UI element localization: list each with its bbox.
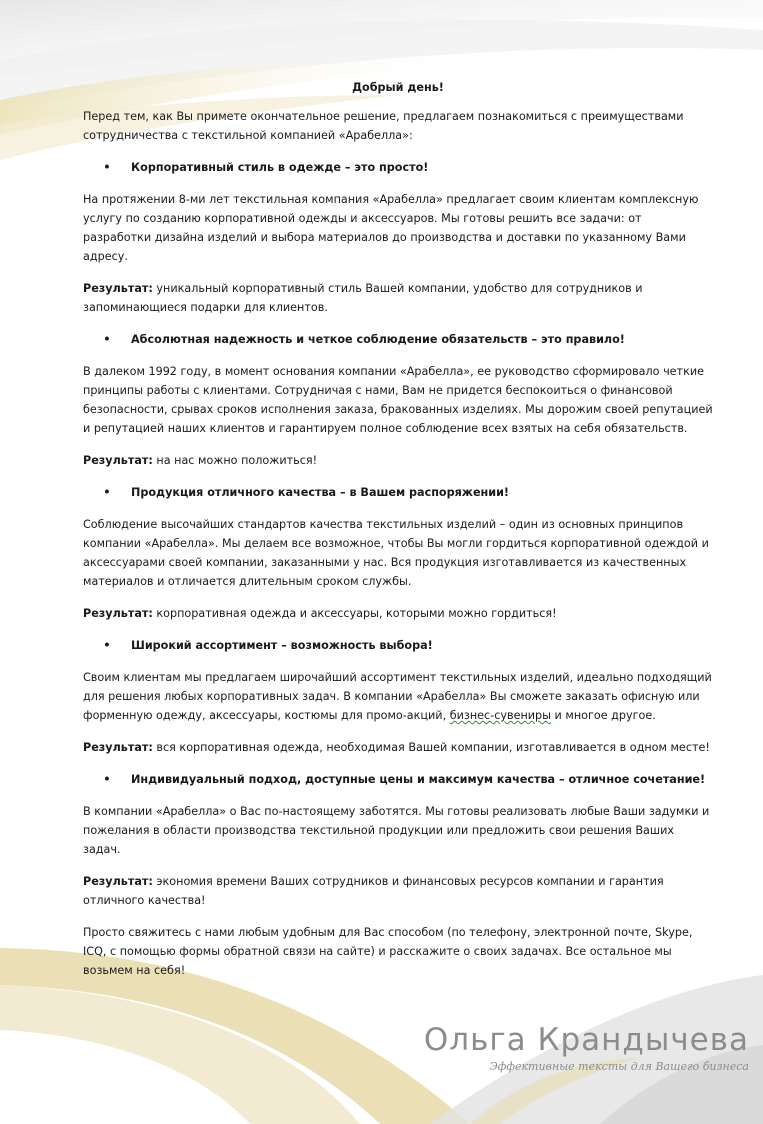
section-heading-text: Продукция отличного качества – в Вашем распоряжении!	[131, 486, 510, 499]
section-body	[83, 668, 713, 725]
bullet-glyph: •	[103, 773, 111, 786]
section-body: В далеком 1992 году, в момент основания компании «Арабелла», ее руководство сформировало четкие принципы работы с клиентами. Сотрудничая с нами, Вам не придется беспокоиться о финансовой безопасности, срывах сроков исполнения заказа, бракованных изделиях. Мы дорожим своей репутацией и репутацией наших клиентов и гарантируем полное соблюдение всех взятых на себя обязательств.	[83, 365, 713, 435]
bullet-glyph: •	[103, 486, 111, 499]
section-result	[83, 279, 713, 317]
bullet-glyph: •	[103, 161, 111, 174]
section-heading	[83, 158, 713, 177]
result-text: на нас можно положиться!	[156, 454, 318, 467]
section-result	[83, 604, 713, 623]
result-text: уникальный корпоративный стиль Вашей компании, удобство для сотрудников и запоминающиеся подарки для клиентов.	[83, 282, 643, 314]
section-heading-text: Индивидуальный подход, доступные цены и максимум качества – отличное сочетание!	[131, 773, 706, 786]
section-heading	[83, 636, 713, 655]
section-heading-text: Широкий ассортимент – возможность выбора!	[131, 639, 433, 652]
spellcheck-marked-word: бизнес-сувениры	[449, 709, 551, 722]
result-text: вся корпоративная одежда, необходимая Вашей компании, изготавливается в одном месте!	[156, 741, 710, 754]
section-result	[83, 872, 713, 910]
bullet-glyph: •	[103, 333, 111, 346]
greeting: Добрый день!	[352, 81, 444, 94]
section-heading-text: Корпоративный стиль в одежде – это просто!	[131, 161, 429, 174]
section-body: В компании «Арабелла» о Вас по-настоящему заботятся. Мы готовы реализовать любые Ваши задумки и пожелания в области производства текстильной продукции или предложить свои решения Ваших задач.	[83, 805, 710, 856]
section-heading-text: Абсолютная надежность и четкое соблюдение обязательств – это правило!	[131, 333, 625, 346]
letter-body	[83, 78, 713, 993]
result-text: экономия времени Ваших сотрудников и финансовых ресурсов компании и гарантия отличного качества!	[83, 875, 664, 907]
section-body: На протяжении 8-ми лет текстильная компания «Арабелла» предлагает своим клиентам комплексную услугу по созданию корпоративной одежды и аксессуаров. Мы готовы решить все задачи: от разработки дизайна изделий и выбора материалов до производства и доставки по указанному Вами адресу.	[83, 193, 699, 263]
result-label: Результат:	[83, 282, 153, 295]
bullet-glyph: •	[103, 639, 111, 652]
closing-paragraph: Просто свяжитесь с нами любым удобным для Вас способом (по телефону, электронной почте, Skype, ICQ, с помощью формы обратной связи на сайте) и расскажите о своих задачах. Все остальное мы возьмем на себя!	[83, 926, 693, 977]
section-body-text: и многое другое.	[554, 709, 656, 722]
section-heading	[83, 330, 713, 349]
signature-logo	[424, 1022, 749, 1073]
result-text: корпоративная одежда и аксессуары, которыми можно гордиться!	[156, 607, 557, 620]
section-heading	[83, 483, 713, 502]
signature-tagline: Эффективные тексты для Вашего бизнеса	[489, 1060, 749, 1073]
result-label: Результат:	[83, 741, 153, 754]
section-result	[83, 451, 713, 470]
result-label: Результат:	[83, 454, 153, 467]
section-result	[83, 738, 713, 757]
section-body: Соблюдение высочайших стандартов качества текстильных изделий – один из основных принципов компании «Арабелла». Мы делаем все возможное, чтобы Вы могли гордиться корпоративной одеждой и аксессуарами своей компании, заказанными у нас. Вся продукция изготавливается из качественных материалов и отличается длительным сроком службы.	[83, 518, 709, 588]
result-label: Результат:	[83, 875, 153, 888]
result-label: Результат:	[83, 607, 153, 620]
intro-paragraph: Перед тем, как Вы примете окончательное решение, предлагаем познакомиться с преимуществами сотрудничества с текстильной компанией «Арабелла»:	[83, 110, 684, 142]
signature-name: Ольга Крандычева	[423, 1022, 749, 1058]
section-heading	[83, 770, 713, 789]
section-body-text: Своим клиентам мы предлагаем широчайший ассортимент текстильных изделий, идеально подходящий для решения любых корпоративных задач. В компании «Арабелла» Вы сможете заказать офисную или форменную одежду, аксессуары, костюмы для промо-акций,	[83, 671, 712, 722]
